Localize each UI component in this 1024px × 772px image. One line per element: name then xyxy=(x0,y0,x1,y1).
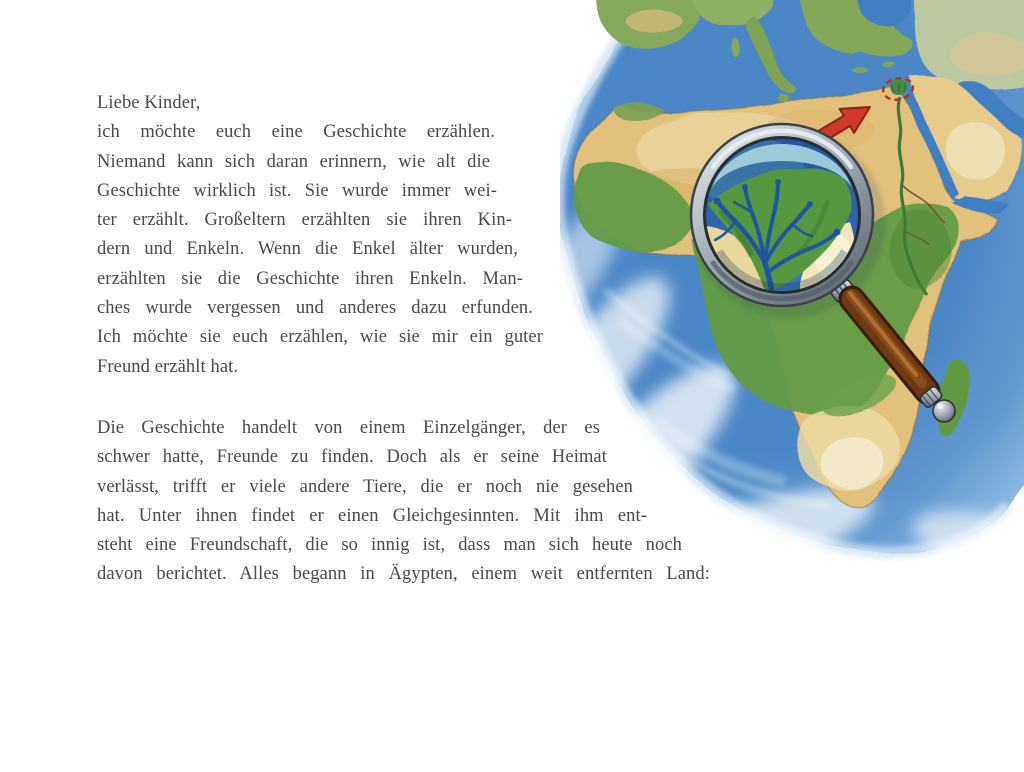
text-line: ich möchte euch eine Geschichte erzählen. xyxy=(97,122,495,143)
text-line: davon berichtet. Alles begann in Ägypten, einem weit entfernten Land: xyxy=(97,564,710,585)
crete-island xyxy=(851,66,867,72)
ball-highlight xyxy=(937,403,943,409)
text-line: Ich möchte sie euch erzählen, wie sie mir ein guter xyxy=(97,327,543,348)
cyprus-island xyxy=(883,63,897,69)
text-line: Geschichte wirklich ist. Sie wurde immer wei- xyxy=(97,180,497,201)
iberia-sand-patch xyxy=(627,10,683,34)
text-line: hat. Unter ihnen findet er einen Gleichgesinnten. Mit ihm ent- xyxy=(97,505,647,526)
sardinia-island xyxy=(732,39,740,57)
text-line: Niemand kann sich daran erinnern, wie alt die xyxy=(97,151,490,172)
text-line: ter erzählt. Großeltern erzählten sie ihren Kin- xyxy=(97,210,512,231)
text-line: Freund erzählt hat. xyxy=(97,356,239,377)
text-line: verlässt, trifft er viele andere Tiere, die er noch nie gesehen xyxy=(97,476,633,497)
text-line: dern und Enkeln. Wenn die Enkel älter wurden, xyxy=(97,239,518,260)
text-line: Liebe Kinder, xyxy=(97,93,201,113)
kalahari-cream xyxy=(820,436,884,488)
intro-paragraph xyxy=(97,414,710,590)
text-line: Die Geschichte handelt von einem Einzelgänger, der es xyxy=(97,418,600,438)
arabia-highlight xyxy=(945,122,1005,178)
text-line: schwer hatte, Freunde zu finden. Doch als er seine Heimat xyxy=(97,447,607,468)
salutation-paragraph xyxy=(97,89,543,382)
text-line: ches wurde vergessen und anderes dazu erfunden. xyxy=(97,298,533,319)
ethiopia-highlands xyxy=(890,210,950,290)
text-line: steht eine Freundschaft, die so innig ist, dass man sich heute noch xyxy=(97,535,682,556)
handle-end-ball xyxy=(933,400,955,422)
text-line: erzählten sie die Geschichte ihren Enkeln. Man- xyxy=(97,268,523,289)
